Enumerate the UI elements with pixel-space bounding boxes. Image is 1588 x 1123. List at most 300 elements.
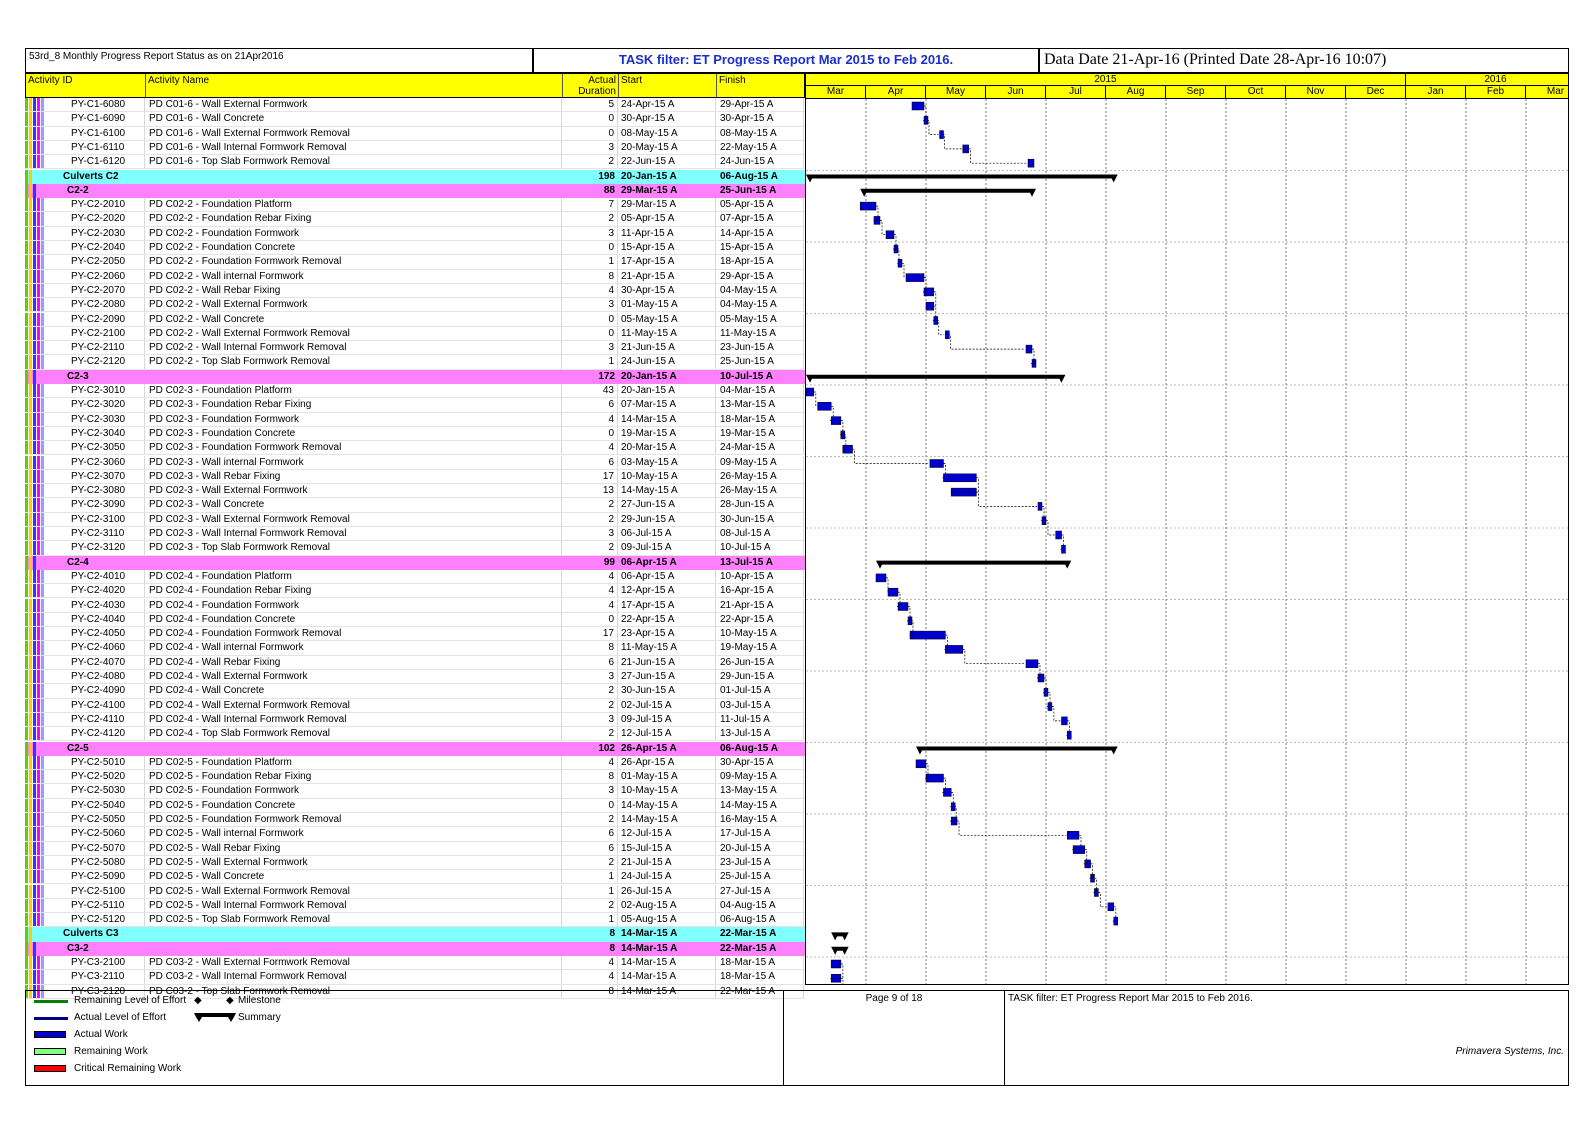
wbs-level-bar — [29, 212, 32, 225]
wbs-subrow[interactable] — [25, 742, 805, 756]
activity-row[interactable] — [25, 699, 805, 713]
wbs-level-bar — [41, 956, 44, 969]
wbs-level-bar — [37, 313, 40, 326]
cell-finish: 22-Mar-15 A — [720, 942, 777, 954]
cell-activity-id: PY-C2-3010 — [69, 384, 145, 397]
cell-finish: 26-May-15 A — [718, 470, 804, 483]
summary-bar — [806, 175, 1118, 183]
wbs-level-bar — [25, 427, 28, 440]
cell-finish: 09-May-15 A — [718, 770, 804, 783]
wbs-level-bar — [41, 613, 44, 626]
legend-remaining-work-swatch — [34, 1048, 66, 1055]
activity-row[interactable] — [25, 255, 805, 269]
timescale-month: Jan — [1406, 86, 1466, 98]
wbs-subrow[interactable] — [25, 184, 805, 198]
activity-row[interactable] — [25, 613, 805, 627]
wbs-level-bar — [25, 927, 28, 941]
cell-duration: 8 — [562, 770, 618, 783]
col-activity-name[interactable]: Activity Name — [146, 74, 563, 97]
cell-activity-id: PY-C3-2100 — [69, 956, 145, 969]
cell-start: 14-Mar-15 A — [619, 413, 716, 426]
cell-activity-name: PD C02-4 - Foundation Formwork — [147, 599, 562, 612]
wbs-level-bar — [29, 241, 32, 254]
wbs-level-bar — [29, 885, 32, 898]
activity-row[interactable] — [25, 313, 805, 327]
activity-row[interactable] — [25, 384, 805, 398]
wbs-level-bar — [41, 141, 44, 154]
cell-start: 08-May-15 A — [619, 127, 716, 140]
gantt-canvas — [806, 74, 1569, 985]
wbs-level-bar — [29, 355, 32, 368]
cell-activity-name: PD C03-2 - Top Slab Formwork Removal — [147, 985, 562, 998]
activity-row[interactable] — [25, 899, 805, 913]
wbs-level-bar — [25, 770, 28, 783]
activity-row[interactable] — [25, 427, 805, 441]
activity-row[interactable] — [25, 599, 805, 613]
cell-activity-id: C2-3 — [67, 370, 89, 382]
cell-finish: 24-Jun-15 A — [718, 155, 804, 168]
cell-activity-name: PD C02-5 - Wall Concrete — [147, 870, 562, 883]
cell-duration: 43 — [562, 384, 618, 397]
wbs-level-bar — [37, 155, 40, 168]
wbs-subrow[interactable] — [25, 370, 805, 384]
cell-duration: 2 — [562, 727, 618, 740]
cell-activity-name: PD C02-3 - Wall Rebar Fixing — [147, 470, 562, 483]
wbs-level-bar — [29, 742, 32, 756]
cell-activity-id: PY-C2-3100 — [69, 513, 145, 526]
wbs-level-bar — [33, 713, 36, 726]
actual-work-bar — [1038, 674, 1044, 682]
cell-finish: 18-Apr-15 A — [718, 255, 804, 268]
cell-start: 14-Mar-15 A — [621, 942, 678, 954]
wbs-level-bar — [29, 813, 32, 826]
wbs-level-bar — [25, 298, 28, 311]
wbs-level-bar — [41, 599, 44, 612]
cell-activity-name: PD C02-3 - Foundation Formwork — [147, 413, 562, 426]
wbs-level-bar — [25, 970, 28, 983]
cell-finish: 11-May-15 A — [718, 327, 804, 340]
activity-row[interactable] — [25, 341, 805, 355]
cell-finish: 03-Jul-15 A — [718, 699, 804, 712]
wbs-level-bar — [33, 742, 36, 756]
activity-row[interactable] — [25, 456, 805, 470]
footer-filter: TASK filter: ET Progress Report Mar 2015 to Feb 2016. — [1008, 993, 1253, 1004]
wbs-level-bar — [25, 398, 28, 411]
page-number: Page 9 of 18 — [783, 991, 1005, 1085]
activity-row[interactable] — [25, 227, 805, 241]
wbs-level-bar — [29, 842, 32, 855]
wbs-level-bar — [41, 827, 44, 840]
wbs-level-bar — [25, 284, 28, 297]
cell-activity-id: PY-C2-2100 — [69, 327, 145, 340]
activity-row[interactable] — [25, 641, 805, 655]
wbs-level-bar — [33, 913, 36, 926]
wbs-level-bar — [37, 570, 40, 583]
activity-row[interactable] — [25, 713, 805, 727]
activity-row[interactable] — [25, 842, 805, 856]
wbs-level-bar — [25, 670, 28, 683]
cell-activity-name: PD C02-5 - Wall Rebar Fixing — [147, 842, 562, 855]
activity-row[interactable] — [25, 98, 805, 112]
wbs-level-bar — [33, 613, 36, 626]
wbs-level-bar — [25, 784, 28, 797]
wbs-subrow[interactable] — [25, 942, 805, 956]
wbs-level-bar — [41, 870, 44, 883]
wbs-level-bar — [29, 513, 32, 526]
activity-row[interactable] — [25, 513, 805, 527]
report-sheet — [25, 48, 1569, 1104]
actual-work-bar — [1028, 159, 1034, 167]
wbs-level-bar — [25, 827, 28, 840]
wbs-level-bar — [33, 470, 36, 483]
activity-row[interactable] — [25, 756, 805, 770]
wbs-level-bar — [41, 699, 44, 712]
activity-row[interactable] — [25, 684, 805, 698]
wbs-level-bar — [41, 727, 44, 740]
wbs-level-bar — [29, 541, 32, 554]
wbs-level-bar — [37, 384, 40, 397]
cell-activity-name: PD C01-6 - Wall External Formwork Removal — [147, 127, 562, 140]
activity-row[interactable] — [25, 413, 805, 427]
wbs-level-bar — [41, 570, 44, 583]
cell-activity-id: PY-C2-5090 — [69, 870, 145, 883]
cell-start: 09-Jul-15 A — [619, 713, 716, 726]
cell-activity-id: PY-C2-3030 — [69, 413, 145, 426]
wbs-level-bar — [37, 584, 40, 597]
cell-duration: 6 — [562, 842, 618, 855]
activity-row[interactable] — [25, 398, 805, 412]
cell-duration: 2 — [562, 856, 618, 869]
cell-start: 14-May-15 A — [619, 799, 716, 812]
wbs-level-bar — [33, 184, 36, 198]
wbs-level-bar — [33, 656, 36, 669]
cell-activity-name: PD C02-4 - Wall internal Formwork — [147, 641, 562, 654]
wbs-level-bar — [37, 727, 40, 740]
wbs-level-bar — [41, 327, 44, 340]
wbs-level-bar — [29, 155, 32, 168]
cell-start: 10-May-15 A — [619, 470, 716, 483]
cell-start: 14-May-15 A — [619, 484, 716, 497]
activity-row[interactable] — [25, 527, 805, 541]
cell-finish: 15-Apr-15 A — [718, 241, 804, 254]
cell-duration: 7 — [562, 198, 618, 211]
timescale-year: 2015 — [806, 74, 1406, 86]
wbs-level-bar — [25, 527, 28, 540]
wbs-level-bar — [29, 713, 32, 726]
cell-start: 20-Jan-15 A — [621, 370, 677, 382]
activity-row[interactable] — [25, 484, 805, 498]
cell-duration: 2 — [562, 684, 618, 697]
legend-remaining-loe-swatch — [34, 1000, 68, 1003]
wbs-level-bar — [41, 355, 44, 368]
activity-row[interactable] — [25, 570, 805, 584]
wbs-level-bar — [25, 727, 28, 740]
wbs-level-bar — [41, 527, 44, 540]
cell-start: 24-Jul-15 A — [619, 870, 716, 883]
activity-row[interactable] — [25, 112, 805, 126]
activity-row[interactable] — [25, 127, 805, 141]
activity-row[interactable] — [25, 541, 805, 555]
cell-finish: 06-Aug-15 A — [718, 913, 804, 926]
cell-activity-name: PD C02-2 - Wall Internal Formwork Removal — [147, 341, 562, 354]
cell-finish: 30-Jun-15 A — [718, 513, 804, 526]
activity-row[interactable] — [25, 670, 805, 684]
wbs-level-bar — [25, 456, 28, 469]
cell-activity-name: PD C02-4 - Foundation Platform — [147, 570, 562, 583]
wbs-level-bar — [29, 784, 32, 797]
wbs-level-bar — [29, 284, 32, 297]
cell-start: 01-May-15 A — [619, 298, 716, 311]
activity-row[interactable] — [25, 270, 805, 284]
cell-activity-id: PY-C2-3050 — [69, 441, 145, 454]
cell-activity-name: PD C02-3 - Wall Concrete — [147, 498, 562, 511]
cell-activity-id: PY-C2-3060 — [69, 456, 145, 469]
wbs-level-bar — [33, 141, 36, 154]
wbs-level-bar — [25, 627, 28, 640]
footer-brand: Primavera Systems, Inc. — [1455, 1046, 1564, 1057]
wbs-level-bar — [25, 498, 28, 511]
cell-start: 05-Aug-15 A — [619, 913, 716, 926]
wbs-level-bar — [41, 98, 44, 111]
summary-bar — [916, 747, 1118, 755]
activity-row[interactable] — [25, 856, 805, 870]
wbs-level-bar — [37, 241, 40, 254]
cell-start: 12-Jul-15 A — [619, 727, 716, 740]
cell-activity-id: PY-C2-5080 — [69, 856, 145, 869]
wbs-level-bar — [29, 770, 32, 783]
cell-start: 21-Jul-15 A — [619, 856, 716, 869]
cell-finish: 27-Jul-15 A — [718, 885, 804, 898]
activity-row[interactable] — [25, 656, 805, 670]
activity-row[interactable] — [25, 827, 805, 841]
cell-activity-name: PD C02-3 - Wall External Formwork — [147, 484, 562, 497]
timescale-month: Aug — [1106, 86, 1166, 98]
cell-start: 26-Jul-15 A — [619, 885, 716, 898]
cell-activity-id: PY-C2-2080 — [69, 298, 145, 311]
wbs-level-bar — [29, 327, 32, 340]
cell-duration: 1 — [562, 870, 618, 883]
activity-row[interactable] — [25, 212, 805, 226]
wbs-level-bar — [41, 713, 44, 726]
activity-row[interactable] — [25, 284, 805, 298]
activity-row[interactable] — [25, 441, 805, 455]
timescale-month: Apr — [866, 86, 926, 98]
col-actual-duration[interactable] — [563, 74, 619, 97]
activity-row[interactable] — [25, 885, 805, 899]
cell-start: 07-Mar-15 A — [619, 398, 716, 411]
wbs-level-bar — [25, 870, 28, 883]
wbs-level-bar — [29, 255, 32, 268]
cell-duration: 6 — [562, 456, 618, 469]
activity-row[interactable] — [25, 470, 805, 484]
cell-activity-name: PD C01-6 - Wall Concrete — [147, 112, 562, 125]
cell-finish: 20-Jul-15 A — [718, 842, 804, 855]
activity-row[interactable] — [25, 956, 805, 970]
activity-row[interactable] — [25, 813, 805, 827]
wbs-level-bar — [29, 527, 32, 540]
cell-duration: 3 — [562, 298, 618, 311]
activity-row[interactable] — [25, 627, 805, 641]
wbs-level-bar — [25, 313, 28, 326]
col-finish[interactable]: Finish — [719, 75, 746, 86]
cell-start: 20-Jan-15 A — [621, 170, 677, 182]
wbs-level-bar — [37, 341, 40, 354]
wbs-level-bar — [37, 813, 40, 826]
activity-row[interactable] — [25, 327, 805, 341]
wbs-level-bar — [37, 212, 40, 225]
cell-finish: 04-May-15 A — [718, 284, 804, 297]
legend-remaining-work: Remaining Work — [74, 1046, 148, 1057]
wbs-level-bar — [41, 284, 44, 297]
wbs-level-bar — [29, 799, 32, 812]
wbs-level-bar — [41, 541, 44, 554]
cell-activity-name: PD C01-6 - Wall External Formwork — [147, 98, 562, 111]
cell-duration: 17 — [562, 470, 618, 483]
cell-start: 03-May-15 A — [619, 456, 716, 469]
wbs-level-bar — [25, 513, 28, 526]
cell-finish: 08-May-15 A — [718, 127, 804, 140]
cell-start: 06-Apr-15 A — [621, 556, 677, 568]
logic-link — [814, 392, 817, 406]
wbs-level-bar — [25, 98, 28, 111]
wbs-level-bar — [41, 384, 44, 397]
activity-row[interactable] — [25, 727, 805, 741]
cell-activity-name: PD C02-5 - Foundation Concrete — [147, 799, 562, 812]
cell-activity-id: PY-C1-6100 — [69, 127, 145, 140]
actual-work-bar — [888, 588, 898, 596]
activity-row[interactable] — [25, 770, 805, 784]
cell-duration: 2 — [562, 699, 618, 712]
wbs-level-bar — [25, 713, 28, 726]
wbs-level-bar — [41, 799, 44, 812]
activity-row[interactable] — [25, 784, 805, 798]
cell-finish: 10-May-15 A — [718, 627, 804, 640]
cell-activity-name: PD C03-2 - Wall External Formwork Removal — [147, 956, 562, 969]
activity-row[interactable] — [25, 584, 805, 598]
activity-row[interactable] — [25, 913, 805, 927]
cell-finish: 18-Mar-15 A — [718, 956, 804, 969]
cell-activity-name: PD C02-4 - Wall Rebar Fixing — [147, 656, 562, 669]
cell-duration: 0 — [562, 327, 618, 340]
wbs-level-bar — [33, 413, 36, 426]
cell-activity-id: PY-C2-2060 — [69, 270, 145, 283]
wbs-level-bar — [37, 827, 40, 840]
wbs-level-bar — [25, 541, 28, 554]
cell-start: 30-Jun-15 A — [619, 684, 716, 697]
cell-activity-name: PD C02-2 - Foundation Formwork — [147, 227, 562, 240]
wbs-level-bar — [37, 427, 40, 440]
timescale-month: Jul — [1046, 86, 1106, 98]
wbs-level-bar — [29, 870, 32, 883]
cell-finish: 05-May-15 A — [718, 313, 804, 326]
logic-link — [943, 135, 962, 149]
wbs-level-bar — [37, 498, 40, 511]
actual-work-bar — [1026, 345, 1032, 353]
wbs-level-bar — [33, 770, 36, 783]
wbs-level-bar — [29, 956, 32, 969]
cell-activity-id: PY-C2-4020 — [69, 584, 145, 597]
wbs-level-bar — [33, 270, 36, 283]
summary-bar — [876, 561, 1071, 569]
cell-finish: 30-Apr-15 A — [718, 112, 804, 125]
cell-duration: 0 — [562, 613, 618, 626]
wbs-row[interactable] — [25, 927, 805, 941]
wbs-level-bar — [41, 155, 44, 168]
cell-activity-id: PY-C2-3110 — [69, 527, 145, 540]
actual-work-bar — [926, 774, 943, 782]
cell-duration: 4 — [562, 570, 618, 583]
cell-start: 09-Jul-15 A — [619, 541, 716, 554]
wbs-level-bar — [25, 184, 28, 198]
wbs-level-bar — [25, 341, 28, 354]
cell-duration: 2 — [562, 899, 618, 912]
wbs-level-bar — [33, 355, 36, 368]
wbs-level-bar — [41, 970, 44, 983]
cell-duration: 0 — [562, 112, 618, 125]
cell-start: 24-Apr-15 A — [619, 98, 716, 111]
cell-start: 29-Jun-15 A — [619, 513, 716, 526]
col-activity-id[interactable]: Activity ID — [26, 74, 146, 97]
wbs-subrow[interactable] — [25, 556, 805, 570]
activity-row[interactable] — [25, 198, 805, 212]
activity-row[interactable] — [25, 298, 805, 312]
wbs-level-bar — [37, 141, 40, 154]
actual-work-bar — [1061, 717, 1067, 725]
wbs-level-bar — [37, 656, 40, 669]
cell-activity-id: PY-C2-5020 — [69, 770, 145, 783]
wbs-level-bar — [33, 298, 36, 311]
timescale-month: May — [926, 86, 986, 98]
activity-row[interactable] — [25, 155, 805, 169]
cell-start: 20-Jan-15 A — [619, 384, 716, 397]
wbs-row[interactable] — [25, 170, 805, 184]
activity-row[interactable] — [25, 355, 805, 369]
activity-row[interactable] — [25, 970, 805, 984]
wbs-level-bar — [33, 684, 36, 697]
activity-row[interactable] — [25, 141, 805, 155]
wbs-level-bar — [41, 770, 44, 783]
legend-summary-icon — [194, 1013, 236, 1023]
wbs-level-bar — [33, 398, 36, 411]
activity-row[interactable] — [25, 799, 805, 813]
logic-link — [969, 149, 1027, 163]
wbs-level-bar — [29, 627, 32, 640]
activity-row[interactable] — [25, 241, 805, 255]
cell-start: 15-Apr-15 A — [619, 241, 716, 254]
wbs-level-bar — [33, 98, 36, 111]
wbs-level-bar — [41, 255, 44, 268]
wbs-level-bar — [33, 627, 36, 640]
activity-row[interactable] — [25, 870, 805, 884]
activity-row[interactable] — [25, 498, 805, 512]
cell-activity-id: PY-C1-6110 — [69, 141, 145, 154]
cell-duration: 8 — [562, 985, 618, 998]
cell-activity-name: PD C02-5 - Wall Internal Formwork Removal — [147, 899, 562, 912]
wbs-level-bar — [33, 899, 36, 912]
cell-activity-id: C2-2 — [67, 184, 89, 196]
cell-duration: 4 — [562, 441, 618, 454]
wbs-level-bar — [37, 98, 40, 111]
col-start[interactable]: Start — [619, 74, 717, 97]
timescale-month: Nov — [1286, 86, 1346, 98]
wbs-level-bar — [33, 313, 36, 326]
cell-finish: 19-May-15 A — [718, 641, 804, 654]
wbs-level-bar — [37, 456, 40, 469]
cell-start: 11-Apr-15 A — [619, 227, 716, 240]
wbs-level-bar — [33, 527, 36, 540]
cell-activity-id: PY-C2-2050 — [69, 255, 145, 268]
wbs-level-bar — [33, 842, 36, 855]
